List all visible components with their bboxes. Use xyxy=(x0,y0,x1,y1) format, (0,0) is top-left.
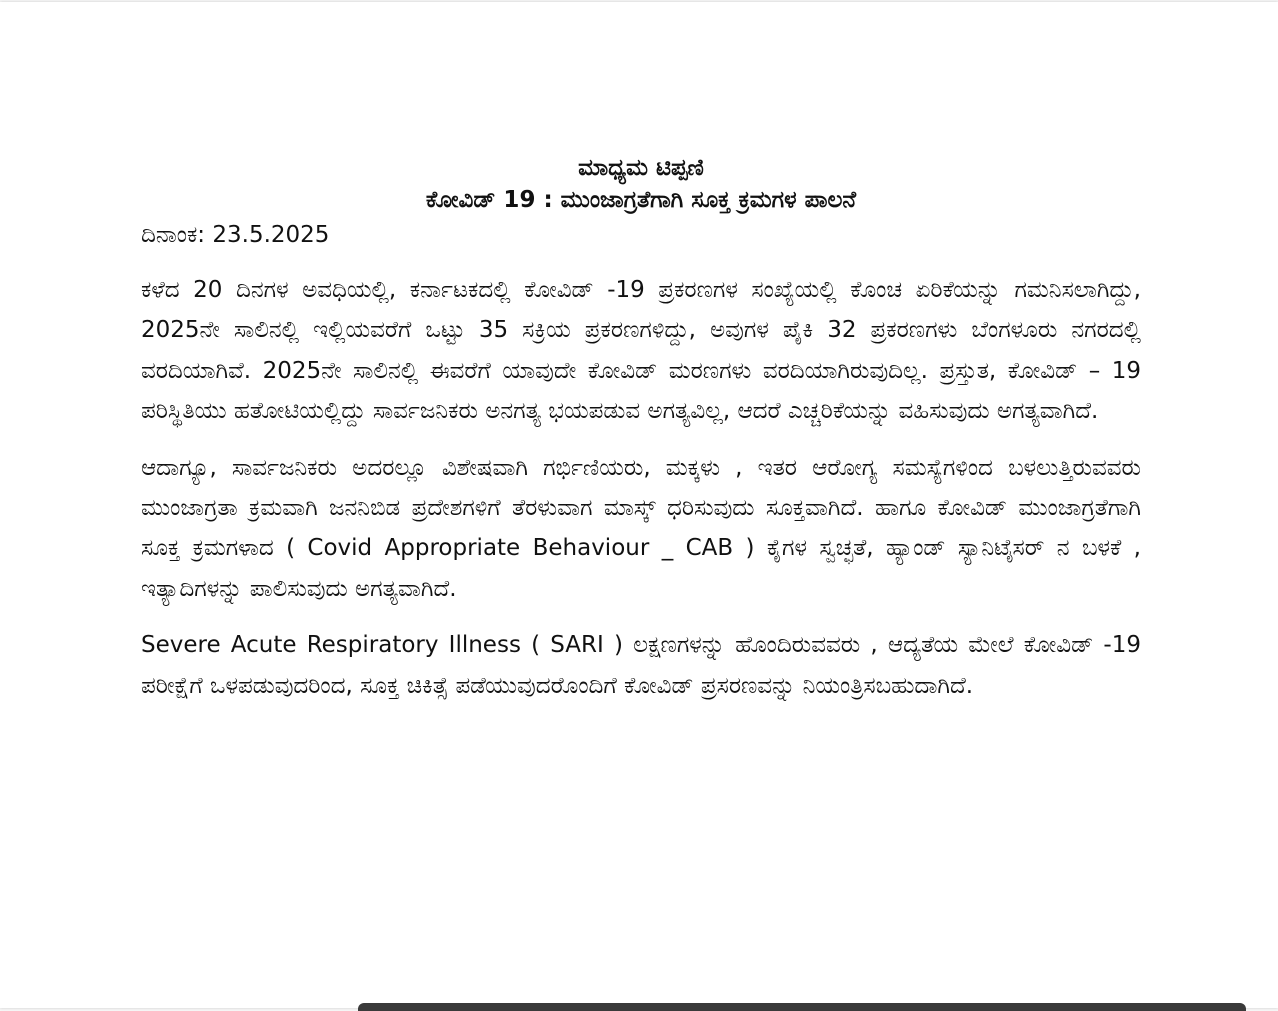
viewer-bottom-bar xyxy=(358,1003,1246,1011)
title-line-2: ಕೋವಿಡ್ 19 : ಮುಂಜಾಗ್ರತೆಗಾಗಿ ಸೂಕ್ತ ಕ್ರಮಗಳ ಪಾಲನೆ xyxy=(425,187,857,213)
paragraph-3: Severe Acute Respiratory Illness ( SARI ) ಲಕ್ಷಣಗಳನ್ನು ಹೊಂದಿರುವವರು , ಆದ್ಯತೆಯ ಮೇಲೆ ಕೋವಿಡ್ -19 ಪರೀಕ್ಷೆಗೆ ಒಳಪಡುವುದರಿಂದ, ಸೂಕ್ತ ಚಿಕಿತ್ಸೆ ಪಡೆಯುವುದರೊಂದಿಗೆ ಕೋವಿಡ್ ಪ್ರಸರಣವನ್ನು ನಿಯಂತ್ರಿಸಬಹುದಾಗಿದೆ. xyxy=(141,632,1141,699)
document-date: ದಿನಾಂಕ: 23.5.2025 xyxy=(141,222,330,248)
paragraph-1: ಕಳೆದ 20 ದಿನಗಳ ಅವಧಿಯಲ್ಲಿ, ಕರ್ನಾಟಕದಲ್ಲಿ ಕೋವಿಡ್ -19 ಪ್ರಕರಣಗಳ ಸಂಖ್ಯೆಯಲ್ಲಿ ಕೊಂಚ ಏರಿಕೆಯನ್ನು ಗಮನಿಸಲಾಗಿದ್ದು, 2025ನೇ ಸಾಲಿನಲ್ಲಿ ಇಲ್ಲಿಯವರೆಗೆ ಒಟ್ಟು 35 ಸಕ್ರಿಯ ಪ್ರಕರಣಗಳಿದ್ದು, ಅವುಗಳ ಪೈಕಿ 32 ಪ್ರಕರಣಗಳು ಬೆಂಗಳೂರು ನಗರದಲ್ಲಿ ವರದಿಯಾಗಿವೆ. 2025ನೇ ಸಾಲಿನಲ್ಲಿ ಈವರೆಗೆ ಯಾವುದೇ ಕೋವಿಡ್ ಮರಣಗಳು ವರದಿಯಾಗಿರುವುದಿಲ್ಲ. ಪ್ರಸ್ತುತ, ಕೋವಿಡ್ – 19 ಪರಿಸ್ಥಿತಿಯು ಹತೋಟಿಯಲ್ಲಿದ್ದು ಸಾರ್ವಜನಿಕರು ಅನಗತ್ಯ ಭಯಪಡುವ ಅಗತ್ಯವಿಲ್ಲ, ಆದರೆ ಎಚ್ಚರಿಕೆಯನ್ನು ವಹಿಸುವುದು ಅಗತ್ಯವಾಗಿದೆ. xyxy=(141,277,1141,425)
document-page xyxy=(0,2,1278,1008)
document-body xyxy=(141,152,1141,706)
title-line-1: ಮಾಧ್ಯಮ ಟಿಪ್ಪಣಿ xyxy=(578,155,704,181)
paragraph-2: ಆದಾಗ್ಯೂ, ಸಾರ್ವಜನಿಕರು ಅದರಲ್ಲೂ ವಿಶೇಷವಾಗಿ ಗರ್ಭಿಣಿಯರು, ಮಕ್ಕಳು , ಇತರ ಆರೋಗ್ಯ ಸಮಸ್ಯೆಗಳಿಂದ ಬಳಲುತ್ತಿರುವವರು ಮುಂಜಾಗ್ರತಾ ಕ್ರಮವಾಗಿ ಜನನಿಬಿಡ ಪ್ರದೇಶಗಳಿಗೆ ತೆರಳುವಾಗ ಮಾಸ್ಕ್ ಧರಿಸುವುದು ಸೂಕ್ತವಾಗಿದೆ. ಹಾಗೂ ಕೋವಿಡ್ ಮುಂಜಾಗ್ರತೆಗಾಗಿ ಸೂಕ್ತ ಕ್ರಮಗಳಾದ ( Covid Appropriate Behaviour _ CAB ) ಕೈಗಳ ಸ್ವಚ್ಛತೆ, ಹ್ಯಾಂಡ್ ಸ್ಯಾನಿಟೈಸರ್ ನ ಬಳಕೆ , ಇತ್ಯಾದಿಗಳನ್ನು ಪಾಲಿಸುವುದು ಅಗತ್ಯವಾಗಿದೆ. xyxy=(141,454,1141,602)
